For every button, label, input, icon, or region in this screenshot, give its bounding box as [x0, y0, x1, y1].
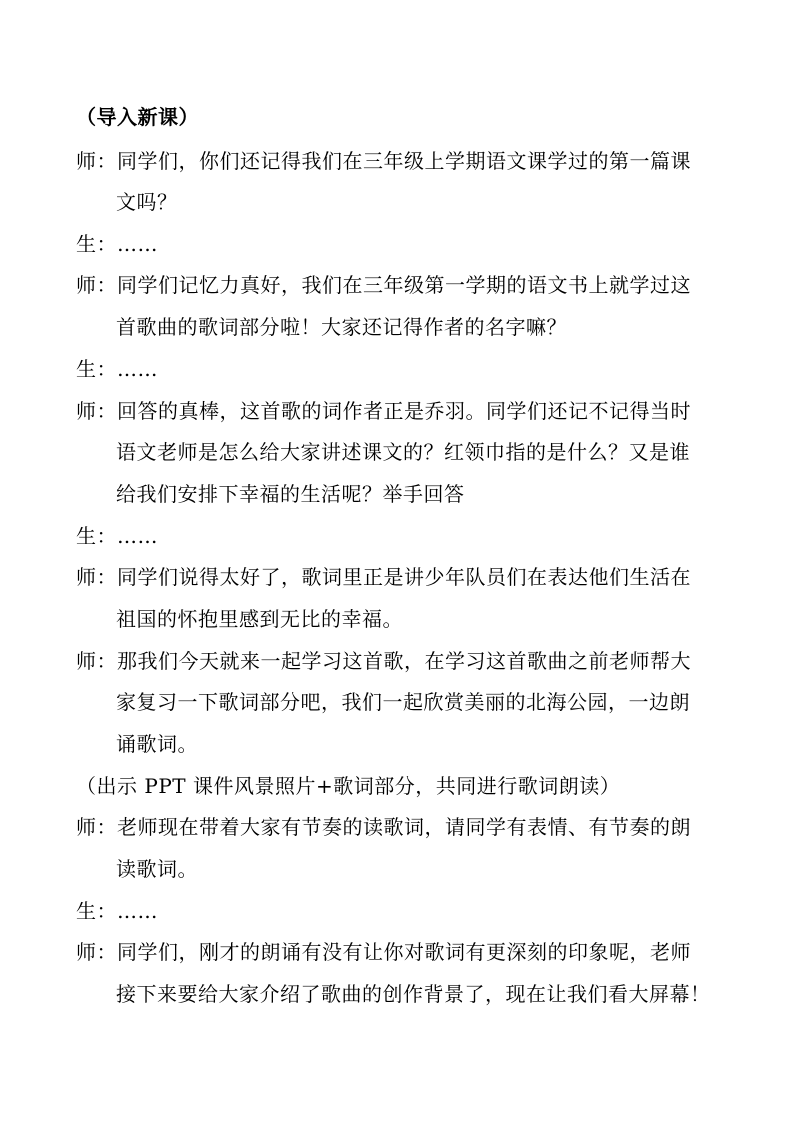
text-line: 文吗？	[116, 190, 178, 214]
text-line: 生：……	[76, 357, 158, 381]
text-line: 诵歌词。	[116, 732, 198, 756]
text-line: 读歌词。	[116, 857, 198, 881]
text-line: （出示 PPT 课件风景照片+歌词部分，共同进行歌词朗读）	[76, 774, 621, 798]
text-line: 祖国的怀抱里感到无比的幸福。	[116, 607, 403, 631]
text-line: 给我们安排下幸福的生活呢？举手回答	[116, 482, 465, 506]
text-line: 语文老师是怎么给大家讲述课文的？红领巾指的是什么？又是谁	[116, 440, 690, 464]
text-line: 生：……	[76, 232, 158, 256]
text-line: 师：回答的真棒，这首歌的词作者正是乔羽。同学们还记不记得当时	[76, 399, 691, 423]
text-line: 师：同学们，你们还记得我们在三年级上学期语文课学过的第一篇课	[76, 149, 691, 173]
text-line: 首歌曲的歌词部分啦！大家还记得作者的名字嘛？	[116, 315, 567, 339]
text-line: 接下来要给大家介绍了歌曲的创作背景了，现在让我们看大屏幕！	[116, 982, 711, 1006]
text-line: 生：……	[76, 899, 158, 923]
text-line: 家复习一下歌词部分吧，我们一起欣赏美丽的北海公园，一边朗	[116, 690, 690, 714]
text-line: 师：老师现在带着大家有节奏的读歌词，请同学有表情、有节奏的朗	[76, 815, 691, 839]
text-line: 生：……	[76, 524, 158, 548]
text-line: 师：那我们今天就来一起学习这首歌，在学习这首歌曲之前老师帮大	[76, 649, 691, 673]
section-heading: （导入新课）	[76, 105, 199, 129]
text-line: 师：同学们记忆力真好，我们在三年级第一学期的语文书上就学过这	[76, 273, 691, 297]
text-line: 师：同学们，刚才的朗诵有没有让你对歌词有更深刻的印象呢，老师	[76, 940, 691, 964]
text-line: 师：同学们说得太好了，歌词里正是讲少年队员们在表达他们生活在	[76, 565, 691, 589]
